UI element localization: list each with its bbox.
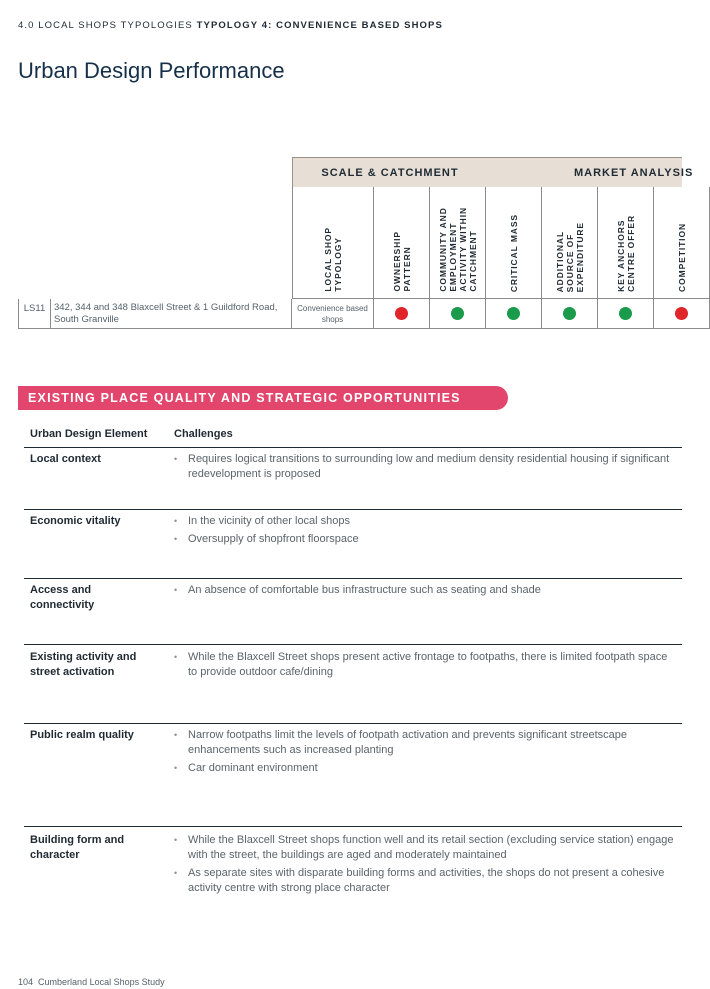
challenge-item: • While the Blaxcell Street shops present active frontage to footpaths, there is limited footpath space to provide outdoor cafe/dining <box>174 650 674 680</box>
challenge-item: • Requires logical transitions to surrounding low and medium density residential housing if significant redevelopment is proposed <box>174 452 674 482</box>
typology-label: TYPOLOGY 4: CONVENIENCE BASED SHOPS <box>196 20 443 31</box>
page-title: Urban Design Performance <box>18 58 285 83</box>
row-divider <box>24 509 682 510</box>
group-label: MARKET ANALYSIS <box>574 167 694 179</box>
column-header-critical-mass <box>486 187 542 299</box>
group-label: SCALE & CATCHMENT <box>321 167 459 179</box>
challenge-list <box>174 514 674 550</box>
header-divider <box>24 447 682 448</box>
section-banner: EXISTING PLACE QUALITY AND STRATEGIC OPPORTUNITIES <box>18 386 508 410</box>
rating-cell <box>542 299 598 329</box>
element-building-form: Building form and character <box>30 834 125 861</box>
column-label: CRITICAL MASS <box>508 213 519 292</box>
challenge-list <box>174 452 674 485</box>
challenge-list <box>174 650 674 683</box>
challenge-item: • An absence of comfortable bus infrastructure such as seating and shade <box>174 583 674 598</box>
column-label: COMMUNITY AND EMPLOYMENT ACTIVITY WITHIN CATCHMENT <box>437 207 478 292</box>
rating-dot <box>619 307 632 320</box>
element-public-realm: Public realm quality <box>30 729 134 741</box>
rating-cell <box>486 299 542 329</box>
row-typology: Convenience based shops <box>292 299 374 329</box>
row-divider <box>24 723 682 724</box>
rating-dot <box>563 307 576 320</box>
group-market-analysis <box>486 157 694 189</box>
running-head <box>18 20 443 31</box>
column-header-local-shop-typology <box>292 187 374 299</box>
element-column-header: Urban Design Element <box>30 428 148 440</box>
column-label: LOCAL SHOP TYPOLOGY <box>323 227 343 292</box>
column-label: ADDITIONAL SOURCE OF EXPENDITURE <box>554 221 585 292</box>
challenge-item: • In the vicinity of other local shops <box>174 514 674 529</box>
rating-dot <box>675 307 688 320</box>
column-header-ownership-pattern <box>374 187 430 299</box>
column-header-additional-expenditure <box>542 187 598 299</box>
challenge-item: • Oversupply of shopfront floorspace <box>174 532 674 547</box>
challenge-list <box>174 833 674 899</box>
challenge-list <box>174 728 674 779</box>
page-number: 104 <box>18 977 34 987</box>
row-address: 342, 344 and 348 Blaxcell Street & 1 Guildford Road, South Granville <box>51 299 292 329</box>
challenges-column-header: Challenges <box>174 428 233 440</box>
document-title: Cumberland Local Shops Study <box>38 977 165 987</box>
column-header-key-anchors <box>598 187 654 299</box>
column-label: OWNERSHIP PATTERN <box>391 231 412 292</box>
challenge-list <box>174 583 674 601</box>
row-divider <box>24 644 682 645</box>
section-label: 4.0 LOCAL SHOPS TYPOLOGIES <box>18 20 193 31</box>
page-footer <box>18 977 165 987</box>
row-divider <box>24 578 682 579</box>
challenge-item: • Narrow footpaths limit the levels of footpath activation and prevents significant streetscape enhancements such as increased planting <box>174 728 674 758</box>
rating-cell <box>654 299 710 329</box>
row-divider <box>24 826 682 827</box>
rating-dot <box>507 307 520 320</box>
challenge-item: • As separate sites with disparate building forms and activities, the shops do not present a cohesive activity centre with strong place character <box>174 866 674 896</box>
rating-dot <box>395 307 408 320</box>
column-label: KEY ANCHORS CENTRE OFFER <box>615 215 636 292</box>
rating-dot <box>451 307 464 320</box>
column-header-community-employment <box>430 187 486 299</box>
challenge-item: • Car dominant environment <box>174 761 674 776</box>
element-existing-activity: Existing activity and street activation <box>30 651 137 678</box>
element-local-context: Local context <box>30 453 101 465</box>
element-access-connectivity: Access and connectivity <box>30 584 95 611</box>
rating-cell <box>374 299 430 329</box>
rating-cell <box>430 299 486 329</box>
element-economic-vitality: Economic vitality <box>30 515 121 527</box>
group-scale-catchment <box>292 157 488 189</box>
column-header-competition <box>654 187 710 299</box>
rating-cell <box>598 299 654 329</box>
challenge-item: • While the Blaxcell Street shops function well and its retail section (excluding service station) engage with the street, the buildings are aged and moderately maintained <box>174 833 674 863</box>
row-id: LS11 <box>18 299 51 329</box>
column-label: COMPETITION <box>676 223 687 292</box>
